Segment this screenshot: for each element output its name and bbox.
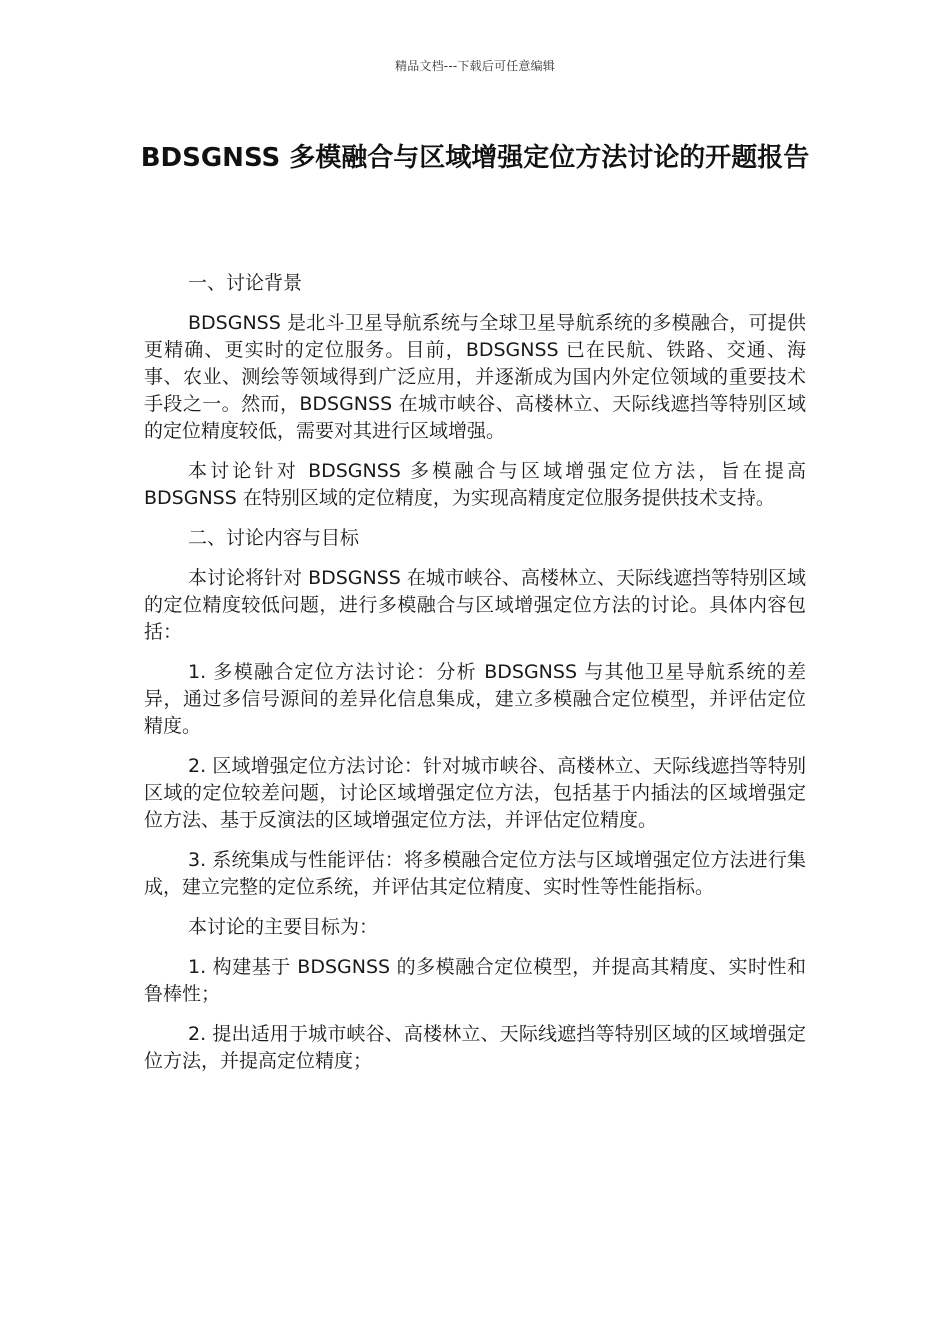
list-item-content-2: 2. 区域增强定位方法讨论：针对城市峡谷、高楼林立、天际线遮挡等特别区域的定位较差问题，讨论区域增强定位方法，包括基于内插法的区域增强定位方法、基于反演法的区域增强定位方法，并评估定位精度。 — [144, 755, 806, 831]
list-item-content-1: 1. 多模融合定位方法讨论：分析 BDSGNSS 与其他卫星导航系统的差异，通过多信号源间的差异化信息集成，建立多模融合定位模型，并评估定位精度。 — [144, 661, 806, 737]
paragraph-goals-intro: 本讨论的主要目标为： — [188, 916, 379, 938]
paragraph-background-1: BDSGNSS 是北斗卫星导航系统与全球卫星导航系统的多模融合，可提供更精确、更实时的定位服务。目前，BDSGNSS 已在民航、铁路、交通、海事、农业、测绘等领域得到广泛应用，并逐渐成为国内外定位领域的重要技术手段之一。然而，BDSGNSS 在城市峡谷、高楼林立、天际线遮挡等特别区域的定位精度较低，需要对其进行区域增强。 — [144, 312, 806, 442]
list-item-goal-2: 2. 提出适用于城市峡谷、高楼林立、天际线遮挡等特别区域的区域增强定位方法，并提高定位精度； — [144, 1023, 806, 1072]
document-title: BDSGNSS 多模融合与区域增强定位方法讨论的开题报告 — [140, 143, 810, 173]
list-item-content-3: 3. 系统集成与性能评估：将多模融合定位方法与区域增强定位方法进行集成，建立完整的定位系统，并评估其定位精度、实时性等性能指标。 — [144, 849, 806, 898]
header-note: 精品文档---下载后可任意编辑 — [395, 59, 555, 73]
section-heading-background: 一、讨论背景 — [188, 272, 303, 294]
document-body — [144, 270, 806, 1088]
list-item-goal-1: 1. 构建基于 BDSGNSS 的多模融合定位模型，并提高其精度、实时性和鲁棒性； — [144, 956, 806, 1005]
section-heading-content-goals: 二、讨论内容与目标 — [188, 527, 360, 549]
paragraph-content-intro: 本讨论将针对 BDSGNSS 在城市峡谷、高楼林立、天际线遮挡等特别区域的定位精度较低问题，进行多模融合与区域增强定位方法的讨论。具体内容包括： — [144, 567, 806, 643]
paragraph-background-2: 本讨论针对 BDSGNSS 多模融合与区域增强定位方法，旨在提高 BDSGNSS 在特别区域的定位精度，为实现高精度定位服务提供技术支持。 — [144, 460, 806, 509]
